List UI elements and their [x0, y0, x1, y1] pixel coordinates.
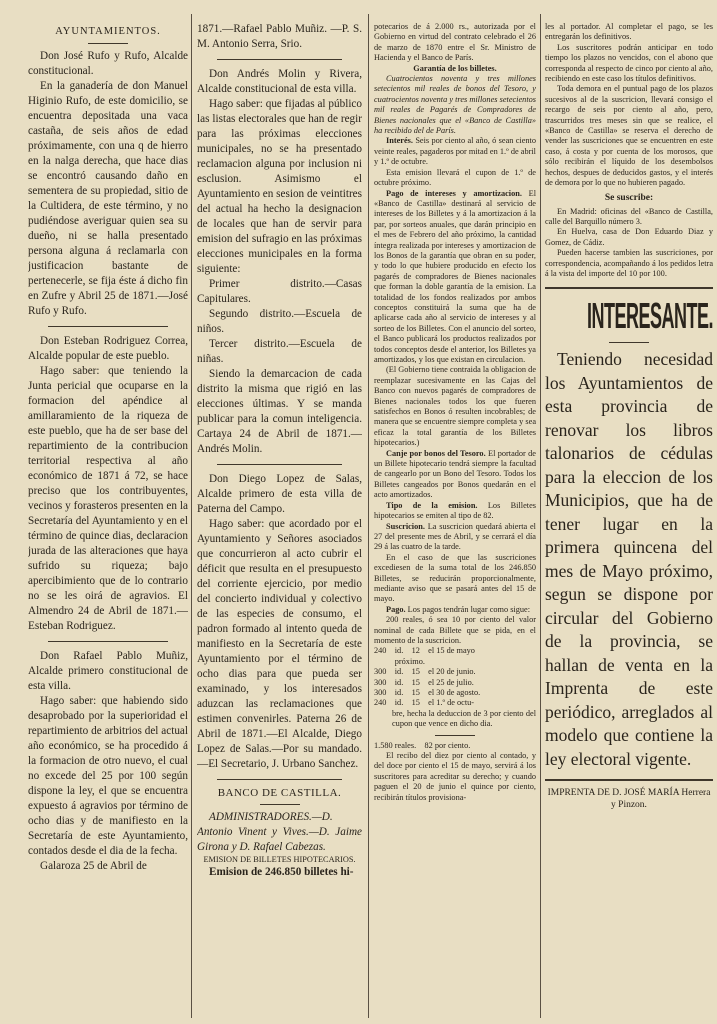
bank-paragraph: Toda demora en el puntual pago de los plazos sucesivos al de la suscricion, llevará consigo el recargo de seis por ciento al año, pero, trascurridos tres meses sin que se realice, el «Banco de Castilla» se reserva el derecho de vender las suscriciones que se encuentren en este caso, á costa y por cuenta de los morosos, que sólo recibirán el líquido de los desembolsos hechos, despues de deducidos gastos, y el interés de demora por lo que no hubieren pagado. — [545, 84, 713, 188]
notice-body: Siendo la demarcacion de cada distrito la misma que rigió en las elecciones últimas. Y se manda publicar para la comun inteligencia. Cartaya 24 de Abril de 1871.—Andrés Molin. — [197, 368, 362, 455]
divider — [48, 326, 168, 327]
schedule-row: 300 id. 15 el 25 de julio. — [374, 677, 474, 687]
bank-paragraph: Los suscritores podrán anticipar en todo tiempo los plazos no vencidos, con el abono que corresponda al respecto de cinco por ciento al año, recibiendo en este caso los títulos definitivos. — [545, 42, 713, 84]
notice-heading: Don Diego Lopez de Salas, Alcalde primero de esta villa de Paterna del Campo. — [197, 473, 362, 515]
divider — [260, 804, 300, 805]
notice-heading: Don Rafael Pablo Muñiz, Alcalde primero constitucional de esta villa. — [28, 650, 188, 692]
district-item: Segundo distrito.—Escuela de niños. — [197, 308, 362, 335]
notice-heading: Don Andrés Molin y Rivera, Alcalde constitucional de esta villa. — [197, 68, 362, 95]
subhead-label: Suscricion. — [386, 521, 425, 531]
divider — [48, 641, 168, 642]
divider — [609, 342, 649, 343]
payment-note: (El Gobierno tiene contraida la obligacion de reemplazar sucesivamente en las Cajas del Banco con nuevos pagarés de compradores de Bienes nacionales todos los que fueren satisfechos en Bonos ó resulten incobrables; de manera que se encuentre siempre completa y sea eficaz la total garantía de los Billetes hipotecarios.) — [374, 365, 536, 448]
interest-tail: Esta emision llevará el cupon de 1.º de octubre próximo. — [374, 167, 536, 188]
interesante-headline: INTERESANTE. — [587, 295, 713, 337]
announcement-body: Teniendo necesidad los Ayuntamientos de esta provincia de renovar los libros talonarios de cédulas para la eleccion de los Municipios, que ha de tener lugar en la primera quincena del mes de Mayo próximo, segun se dispone por circular del Gobierno de la provincia, se hallan de venta en la Imprenta de este periódico, arreglados al modelo que contiene la ley electoral vigente. — [545, 349, 713, 769]
notice-tail: Galaroza 25 de Abril de — [40, 860, 147, 872]
schedule-row: 300 id. 15 el 20 de junio. — [374, 667, 476, 677]
subscribe-heading: Se suscribe: — [604, 192, 654, 203]
subscribe-correspondence: Pueden hacerse tambien las suscriciones, por correspondencia, acompañando á los pedidos letra á la vista del importe del 10 por 100. — [545, 248, 713, 278]
receipt-body: El recibo del diez por ciento al contado, y del doce por ciento el 15 de mayo, servirá á los suscritores para acreditar su derecho; y cuando paguen el 20 de junio el quince por ciento, recibirán títulos provisiona- — [374, 751, 536, 802]
notice-body: Hago saber: que habiendo sido desaprobado por la superioridad el repartimiento de arbitrios del actual año económico, se ha procedido á la formacion de otro nuevo, el cual no excede del 25 por 100 según dispone la ley, el que se encuentra expuesto á agravios por término de ocho dias y de manifiesto en la Secretaría de este Ayuntamiento, contados desde el dia de la fecha. — [28, 695, 188, 857]
column-rule — [191, 14, 192, 1018]
schedule-total: 1.580 reales. 82 por ciento. — [374, 740, 471, 750]
type-body: Los Billetes hipotecarios se emiten al tipo de 82. — [374, 500, 536, 521]
exchange-body: El portador de un Billete hipotecario tendrá siempre la facultad de cangearlo por un Bono del Tesoro. Todos los Billetes cangeados por Bonos quedarán en el acto amortizados. — [374, 448, 536, 500]
subhead-guarantee — [374, 64, 536, 74]
guarantee-body: Cuatrocientos noventa y tres millones setecientos mil reales de bonos del Tesoro, y cuatrocientos noventa y tres millones setecientos mil reales de Pagarés de Compradores de Bienes nacionales que el «Banco de Castilla» ha recibido del de París. — [374, 74, 536, 136]
column-2 — [197, 22, 362, 1016]
interest-body: Seis por ciento al año, ó sean ciento veinte reales, pagaderos por mitad en 1.º de abril y 1.º de octubre. — [374, 136, 536, 167]
divider — [435, 735, 475, 736]
printer-imprint: IMPRENTA DE D. JOSÉ MARÍA Herrera y Pinzon. — [547, 788, 711, 811]
district-item: Tercer distrito.—Escuela de niñas. — [197, 338, 362, 365]
notice-heading: Don Esteban Rodriguez Correa, Alcalde popular de este pueblo. — [28, 335, 188, 362]
schedule-tail: bre, hecha la deduccion de 3 por ciento del cupon que vence en dicho dia. — [392, 708, 536, 729]
column-4 — [545, 22, 713, 1016]
divider — [545, 287, 713, 289]
schedule-row: 240 id. 15 el 1.º de octu- — [374, 698, 475, 708]
divider — [217, 59, 342, 60]
payment-body: El «Banco de Castilla» destinará al servicio de intereses de los Billetes y á la amortizacion á la par, por sorteos anuales, que darán principio en el mes de Febrero del año próximo, la cantidad íntegra realizada por intereses y amortizacion de los Bonos de la garantía que obran en su poder, y todo lo que hubiere producido en efecto los pagarés de compradores de Bienes nacionales que forman la doble garantía de la emision. La totalidad de los fondos realizados por ambos conceptos constituirá la suma que ha de aplicarse cada año al servicio de intereses y al sorteo de los Billetes. Con el anuncio del sorteo, el Banco publicará los productos realizados por todos conceptos desde el anterior, los Billetes ya amortizados, y los que existan en circulacion. — [374, 188, 536, 364]
subhead-label: Canje por bonos del Tesoro. — [386, 448, 486, 458]
bank-administrators: ADMINISTRADORES.—D. Antonio Vinent y Vives.—D. Jaime Girona y D. Rafael Cabezas. — [197, 811, 362, 853]
notice-body: Hago saber: que acordado por el Ayuntamiento y Señores asociados que concurrieron al acto cubrir el déficit que resulta en el presupuesto del corriente ejercicio, por medio del concierto individual y colectivo de las especies de consumo, el padron formado al intento queda de manifiesto en la Secretaría de este Ayuntamiento por el término de ocho dias para que pueda ser examinado, y los interesados aduzcan las reclamaciones que estimen convenirles. Paterna 26 de Abril de 1871.—El Alcalde, Diego Lopez de Salas.—Por su mandado.—El Secretario, J. Urbano Sanchez. — [197, 518, 362, 770]
subhead-label: Tipo de la emision. — [386, 500, 478, 510]
subhead-label: Pago. — [386, 604, 406, 614]
divider — [88, 43, 128, 44]
schedule-row: 300 id. 15 el 30 de agosto. — [374, 688, 481, 697]
emission-tail: Emision de 246.850 billetes hi- — [209, 866, 354, 879]
subscribe-madrid: En Madrid: oficinas del «Banco de Castilla, calle del Barquillo número 3. — [545, 206, 713, 226]
schedule-row: 240 id. 12 el 15 de mayo — [374, 646, 475, 656]
subscribe-huelva: En Huelva, casa de Don Eduardo Diaz y Gomez, de Cádiz. — [545, 227, 713, 247]
subhead-label: Pago de intereses y amortizacion. — [386, 188, 522, 198]
district-item: Primer distrito.—Casas Capitulares. — [197, 278, 362, 305]
column-3 — [374, 22, 536, 1016]
notice-continuation: 1871.—Rafael Pablo Muñiz. —P. S. M. Antonio Serra, Srio. — [197, 23, 362, 50]
bank-title: BANCO DE CASTILLA. — [217, 787, 342, 799]
schedule-row: próximo. — [374, 656, 425, 666]
divider — [217, 464, 342, 465]
divider — [545, 779, 713, 781]
section-title: AYUNTAMIENTOS. — [55, 26, 161, 37]
column-rule — [368, 14, 369, 1018]
subscription-body: La suscricion quedará abierta el 27 del presente mes de Abril, y se cerrará el día 29 á las cuatro de la tarde. — [374, 521, 536, 552]
payments-first: 200 reales, ó sea 10 por ciento del valor nominal de cada Billete que se pida, en el momento de la suscricion. — [374, 615, 536, 645]
column-1 — [28, 22, 188, 1016]
emission-continuation: potecarios de á 2.000 rs., autorizada por el Gobierno en virtud del contrato celebrado el 26 de marzo de 1870 entre el Sr. Ministro de Hacienda y el Banco de París. — [374, 22, 536, 63]
notice-heading: Don José Rufo y Rufo, Alcalde constitucional. — [28, 50, 188, 77]
payments-body: Los pagos tendrán lugar como sigue: — [407, 604, 531, 614]
notice-body: Hago saber: que teniendo la Junta pericial que ocuparse en la formacion del apéndice al amillaramiento de la riqueza de este pueblo, que ha de ser base del repartimiento de la contribucion territorial respectiva al año económico de 1871 á 72, se hace preciso que los contribuyentes, vecinos y forasteros presenten en la Secretaría del Ayuntamiento y en el término de quince dias, declaracion jurada de las alteraciones que haya sufrido su riqueza; bajo apercibimiento que de lo contrario no se les oirá de agravios. El Almendro 24 de Abril de 1871.—Esteban Rodriguez. — [28, 365, 188, 632]
subscription-p2: En el caso de que las suscriciones excediesen de la suma total de los 246.850 Billetes, se reducirán proporcionalmente, mediante aviso que se pasará antes del 15 de mayo. — [374, 552, 536, 604]
emission-heading: EMISION DE BILLETES HIPOTECARIOS. — [203, 855, 356, 864]
notice-body: Hago saber: que fijadas al público las listas electorales que han de regir para las próximas elecciones municipales, no se ha presentado reclamacion alguna por inclusion ni esclusion. Asimismo el Ayuntamiento en sesion de veintitres del actual ha hecho la designacion de locales que han de servir para emision del sufragio en las próximas elecciones municipales en la forma siguiente: — [197, 98, 362, 275]
subhead-label: Garantía de los billetes. — [413, 63, 497, 73]
column-rule — [540, 14, 541, 1018]
divider — [217, 779, 342, 780]
subhead-label: Interés. — [386, 136, 413, 146]
bank-continuation: les al portador. Al completar el pago, se les entregarán los definitivos. — [545, 22, 713, 42]
notice-body: En la ganadería de don Manuel Higinio Rufo, de este domicilio, se encuentra depositada una vaca castaña, de seis años de edad próximamente, con una q de hierro en la nalga derecha, que hace dias se encontró causando daño en sementera de su propiedad, sitio de la Cultidera, de este término, y no pudiéndose averiguar quien sea su dueño, ni se halla presentado persona alguna á reclamarla con justificacion bastante de pertenecerle, se fija éste á dicho fin en Zufre y Abril 25 de 1871.—José Rufo y Rufo. — [28, 80, 188, 317]
